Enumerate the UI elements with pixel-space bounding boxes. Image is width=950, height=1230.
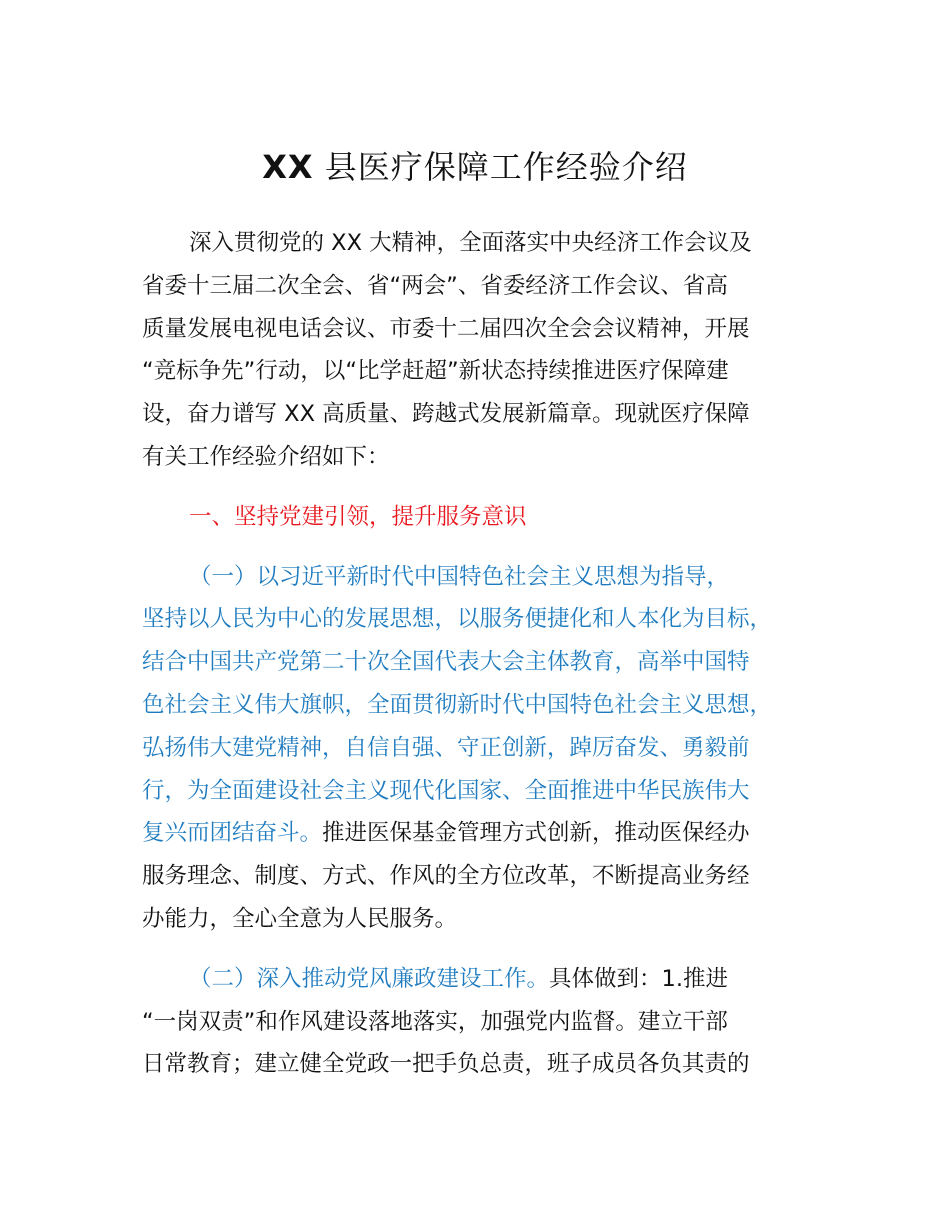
item-1-blue-tail: 复兴而团结奋斗。 [142, 820, 323, 847]
item-2-heading: （二）深入推动党风廉政建设工作。 [189, 965, 550, 992]
item-2-text-start: 具体做到：1.推进 [549, 965, 728, 992]
intro-line: “竞标争先”行动，以“比学赶超”新状态持续推进医疗保障建 [142, 358, 729, 385]
intro-line: 省委十三届二次全会、省“两会”、省委经济工作会议、省高 [142, 272, 728, 299]
item-2-first-line [142, 958, 842, 1001]
spacer [142, 539, 842, 556]
intro-line: 深入贯彻党的 XX 大精神，全面落实中央经济工作会议及 [189, 230, 752, 256]
item-1-line: 色社会主义伟大旗帜，全面贯彻新时代中国特色社会主义思想， [142, 691, 773, 718]
item-2-paragraph [142, 958, 842, 1086]
item-1-line: 办能力，全心全意为人民服务。 [142, 905, 458, 932]
section-heading: 一、坚持党建引领，提升服务意识 [189, 503, 527, 530]
spacer [142, 479, 842, 496]
item-1-paragraph [142, 556, 842, 941]
intro-line: 质量发展电视电话会议、市委十二届四次全会会议精神，开展 [142, 315, 750, 342]
item-1-line: 服务理念、制度、方式、作风的全方位改革，不断提高业务经 [142, 863, 750, 890]
item-1-line: 坚持以人民为中心的发展思想，以服务便捷化和人本化为目标， [142, 606, 773, 633]
intro-paragraph [142, 222, 842, 479]
item-1-line: 行，为全面建设社会主义现代化国家、全面推进中华民族伟大 [142, 777, 750, 804]
title-xx: XX [262, 148, 314, 186]
item-1-line: 弘扬伟大建党精神，自信自强、守正创新，踔厉奋发、勇毅前 [142, 734, 750, 761]
intro-line: 有关工作经验介绍如下： [142, 443, 390, 470]
item-2-line: 日常教育；建立健全党政一把手负总责，班子成员各负其责的 [142, 1051, 750, 1078]
document-body [142, 222, 842, 1086]
title-rest: 县医疗保障工作经验介绍 [313, 148, 688, 186]
item-1-line: 结合中国共产党第二十次全国代表大会主体教育，高举中国特 [142, 649, 750, 676]
item-1-black-start: 推进医保基金管理方式创新，推动医保经办 [322, 820, 750, 847]
document-title [0, 142, 950, 192]
intro-line: 设，奋力谱写 XX 高质量、跨越式发展新篇章。现就医疗保障 [142, 401, 750, 428]
item-1-mixed-line [142, 812, 842, 855]
item-2-line: “一岗双责”和作风建设落地落实，加强党内监督。建立干部 [142, 1008, 728, 1035]
item-1-line: （一）以习近平新时代中国特色社会主义思想为指导， [189, 563, 730, 590]
spacer [142, 941, 842, 958]
